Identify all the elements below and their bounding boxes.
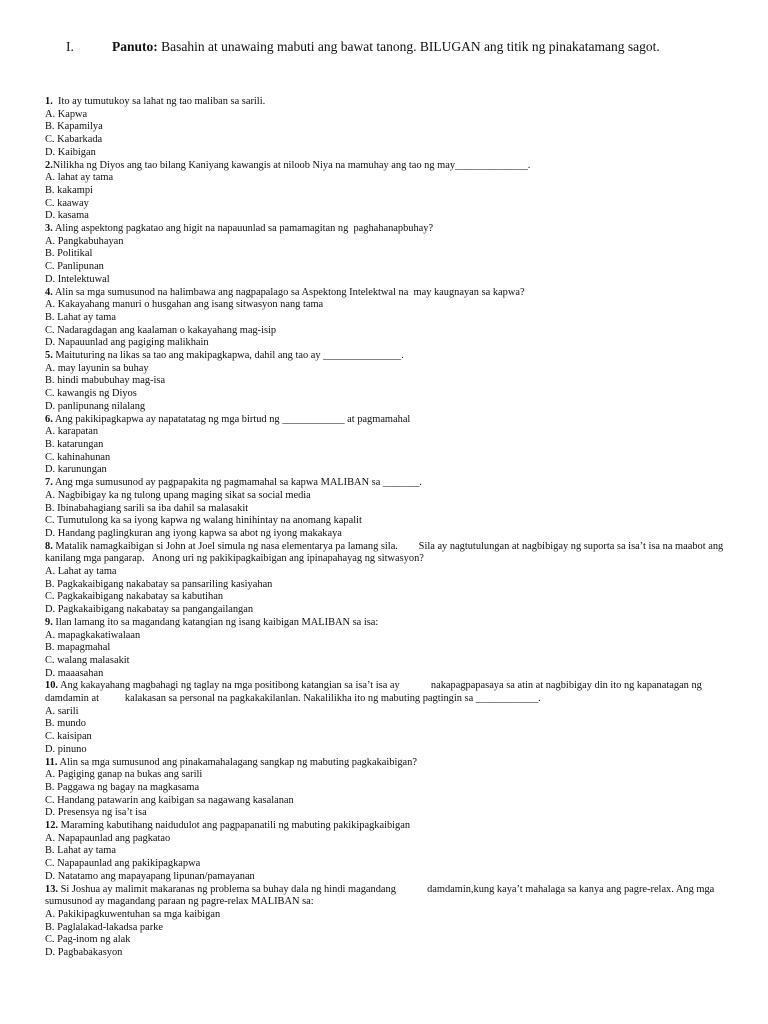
answer-option[interactable]: C. kawangis ng Diyos [45, 388, 137, 400]
question-text: Si Joshua ay malimit makaranas ng problema sa buhay dala ng hindi magandang damdamin,kung kaya’t mahalaga sa kanya ang pagre-relax. Ang mga sumusunod ay magandang paraan ng pagre-relax MALIBAN sa: [45, 883, 717, 908]
question-text: Ito ay tumutukoy sa lahat ng tao maliban sa sarili. [52, 96, 266, 107]
question-number: 12. [45, 820, 58, 832]
answer-option[interactable]: B. hindi mabubuhay mag-isa [45, 375, 166, 387]
answer-option[interactable]: B. Kapamilya [45, 121, 103, 133]
question-text: Maituturing na likas sa tao ang makipagkapwa, dahil ang tao ay _______________. [52, 350, 404, 362]
answer-option[interactable]: A. lahat ay tama [45, 172, 114, 184]
question [45, 223, 735, 236]
question-text: Ang mga sumusunod ay pagpapakita ng pagmamahal sa kapwa MALIBAN sa _______. [52, 477, 422, 489]
answer-option[interactable]: B. Paglalakad-lakadsa parke [45, 921, 164, 933]
question-list [45, 96, 735, 960]
answer-option[interactable]: B. katarungan [45, 438, 104, 450]
question-text: Alin sa mga sumusunod na halimbawa ang nagpapalago sa Aspektong Intelektwal na may kaugnayan sa kapwa? [52, 286, 525, 298]
answer-option[interactable]: A. Napapaunlad ang pagkatao [45, 832, 171, 844]
answer-option[interactable]: B. Paggawa ng bagay na magkasama [45, 781, 200, 793]
answer-option[interactable]: D. pinuno [45, 743, 87, 755]
answer-option[interactable]: C. Tumutulong ka sa iyong kapwa ng walang hinihintay na anomang kapalit [45, 515, 362, 527]
answer-option[interactable]: C. Pagkakaibigang nakabatay sa kabutihan [45, 591, 224, 603]
answer-option[interactable]: A. Kapwa [45, 108, 88, 120]
question [45, 350, 735, 363]
answer-option[interactable]: C. kahinahunan [45, 451, 111, 463]
question-text: Nilikha ng Diyos ang tao bilang Kaniyang kawangis at niloob Niya na mamuhay ang tao ng may______________. [52, 159, 531, 171]
answer-option[interactable]: D. Natatamo ang mapayapang lipunan/pamayanan [45, 870, 255, 882]
answer-option[interactable]: C. Pag-inom ng alak [45, 934, 131, 946]
answer-option[interactable]: B. Politikal [45, 248, 93, 260]
question [45, 414, 735, 427]
question [45, 680, 735, 705]
answer-option[interactable]: D. Intelektuwal [45, 273, 110, 285]
question-number: 1. [45, 96, 53, 107]
instructions-text [112, 38, 706, 55]
question-number: 10. [45, 680, 58, 692]
answer-option[interactable]: D. Pagbabakasyon [45, 947, 123, 959]
question-number: 11. [45, 756, 58, 768]
answer-option[interactable]: C. Handang patawarin ang kaibigan sa nagawang kasalanan [45, 794, 294, 806]
question [45, 820, 735, 833]
question [45, 287, 735, 300]
question-text: Ilan lamang ito sa magandang katangian ng isang kaibigan MALIBAN sa isa: [52, 616, 379, 628]
section-number: I. [66, 39, 74, 54]
question-number: 4. [45, 286, 53, 298]
question-number: 7. [45, 477, 53, 489]
question-number: 3. [45, 223, 53, 235]
answer-option[interactable]: D. Napauunlad ang pagiging malikhain [45, 337, 209, 349]
question-number: 13. [45, 883, 58, 895]
question-text: Ang kakayahang magbahagi ng taglay na mga positibong katangian sa isa’t isa ay nakapagpapasaya sa atin at nagbibigay din ito ng kapanatagan ng damdamin at kalakasan sa personal na pagkakakilanlan. Nakalilikha ito ng mabuting pagtingin sa ____________. [45, 680, 705, 705]
answer-option[interactable]: C. kaisipan [45, 731, 92, 743]
question-number: 2. [45, 159, 53, 171]
question-text: Maraming kabutihang naidudulot ang pagpapanatili ng mabuting pakikipagkaibigan [58, 820, 411, 832]
question [45, 884, 735, 909]
answer-option[interactable]: D. Kaibigan [45, 146, 96, 158]
question [45, 96, 735, 109]
answer-option[interactable]: A. Lahat ay tama [45, 566, 117, 578]
answer-option[interactable]: D. panlipunang nilalang [45, 400, 146, 412]
answer-option[interactable]: B. mundo [45, 718, 86, 730]
answer-option[interactable]: D. maaasahan [45, 667, 104, 679]
answer-option[interactable]: A. Pangkabuhayan [45, 235, 124, 247]
answer-option[interactable]: B. kakampi [45, 184, 93, 196]
answer-option[interactable]: C. Kabarkada [45, 134, 103, 146]
answer-option[interactable]: D. karunungan [45, 464, 107, 476]
question-text: Ang pakikipagkapwa ay napatatatag ng mga birtud ng ____________ at pagmamahal [52, 413, 411, 425]
answer-option[interactable]: C. kaaway [45, 197, 89, 209]
answer-option[interactable]: A. Pakikipagkuwentuhan sa mga kaibigan [45, 909, 221, 920]
answer-option[interactable]: D. kasama [45, 210, 89, 222]
question-text: Aling aspektong pagkatao ang higit na napauunlad sa pamamagitan ng paghahanapbuhay? [52, 223, 434, 235]
answer-option[interactable]: A. mapagkakatiwalaan [45, 629, 141, 641]
answer-option[interactable]: D. Handang paglingkuran ang iyong kapwa sa abot ng iyong makakaya [45, 527, 342, 539]
answer-option[interactable]: A. may layunin sa buhay [45, 362, 149, 374]
question [45, 617, 735, 630]
answer-option[interactable]: A. Nagbibigay ka ng tulong upang maging sikat sa social media [45, 489, 311, 501]
question [45, 477, 735, 490]
answer-option[interactable]: B. Lahat ay tama [45, 845, 116, 857]
question [45, 541, 735, 566]
answer-option[interactable]: D. Presensya ng isa’t isa [45, 807, 147, 819]
answer-option[interactable]: A. karapatan [45, 426, 99, 438]
answer-option[interactable]: B. Pagkakaibigang nakabatay sa pansariling kasiyahan [45, 578, 273, 590]
question [45, 757, 735, 770]
instructions-label: Panuto: [112, 39, 158, 54]
answer-option[interactable]: A. sarili [45, 705, 79, 717]
answer-option[interactable]: A. Kakayahang manuri o husgahan ang isang sitwasyon nang tama [45, 299, 324, 311]
answer-option[interactable]: A. Pagiging ganap na bukas ang sarili [45, 769, 203, 781]
question-number: 9. [45, 616, 53, 628]
question-number: 6. [45, 413, 53, 425]
answer-option[interactable]: C. walang malasakit [45, 654, 130, 666]
answer-option[interactable]: B. mapagmahal [45, 642, 111, 654]
answer-option[interactable]: B. Lahat ay tama [45, 311, 116, 323]
question-number: 5. [45, 350, 53, 362]
answer-option[interactable]: D. Pagkakaibigang nakabatay sa pangangailangan [45, 604, 254, 616]
answer-option[interactable]: C. Napapaunlad ang pakikipagkapwa [45, 858, 201, 870]
answer-option[interactable]: C. Panlipunan [45, 261, 104, 273]
answer-option[interactable]: B. Ibinabahagiang sarili sa iba dahil sa malasakit [45, 502, 249, 514]
question-text: Matalik namagkaibigan si John at Joel simula ng nasa elementarya pa lamang sila. Sila ay nagtutulungan at nagbibigay ng suporta sa isa’t isa na maabot ang kanilang mga pangarap. Anong uri ng pakikipagkaibigan ang ipinapahayag ng sitwasyon? [45, 540, 726, 565]
instructions-body: Basahin at unawaing mabuti ang bawat tanong. BILUGAN ang titik ng pinakatamang sagot. [157, 39, 660, 54]
question-text: Alin sa mga sumusunod ang pinakamahalagang sangkap ng mabuting pagkakaibigan? [57, 756, 417, 768]
question-number: 8. [45, 540, 53, 552]
instructions [66, 38, 706, 55]
answer-option[interactable]: C. Nadaragdagan ang kaalaman o kakayahang mag-isip [45, 324, 277, 336]
question [45, 160, 735, 173]
